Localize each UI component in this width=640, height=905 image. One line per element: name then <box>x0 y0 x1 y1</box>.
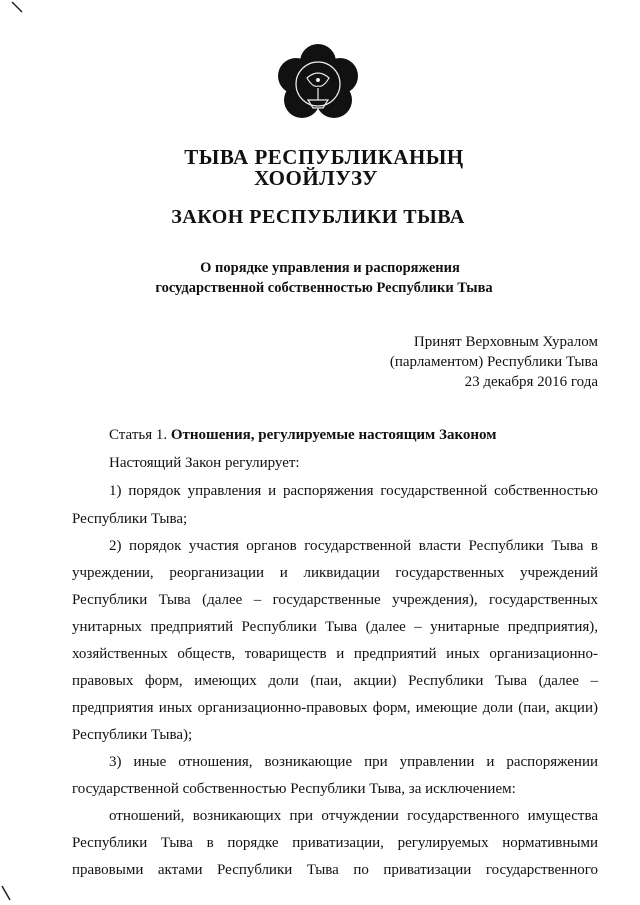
body-line: государственной собственностью Республики Тыва, за исключением: <box>72 781 516 797</box>
body-line: Республики Тыва; <box>72 511 188 527</box>
title-tuvan-line2: ХООЙЛУЗУ <box>254 166 378 190</box>
body-line: Республики Тыва в порядке приватизации, регулируемых нормативными <box>72 835 598 851</box>
subtitle-line2: государственной собственностью Республики Тыва <box>155 280 493 296</box>
body-line: унитарных предприятий Республики Тыва (далее – унитарные предприятия), <box>72 619 598 635</box>
body-line: предприятия иных организационно-правовых форм, имеющие доли (паи, акции) <box>72 700 598 716</box>
body-line: отношений, возникающих при отчуждении государственного имущества <box>109 808 598 824</box>
adopted-line2: (парламентом) Республики Тыва <box>389 354 598 370</box>
scan-mark-bottom <box>0 884 14 904</box>
article-heading <box>109 425 598 445</box>
adopted-date: 23 декабря 2016 года <box>464 374 598 390</box>
article-title: Отношения, регулируемые настоящим Законом <box>170 427 497 443</box>
body-line: правовых форм, имеющих доли (паи, акции) Республики Тыва (далее – <box>72 673 598 689</box>
body-line: 3) иные отношения, возникающие при управлении и распоряжении <box>109 754 598 770</box>
body-line: Республики Тыва (далее – государственные учреждения), государственных <box>72 592 598 608</box>
scan-mark <box>10 0 24 14</box>
article-number: Статья 1. <box>109 427 171 443</box>
subtitle-line1: О порядке управления и распоряжения <box>200 260 460 276</box>
body-line: правовыми актами Республики Тыва по приватизации государственного <box>72 862 598 878</box>
body-line: Республики Тыва); <box>72 727 193 743</box>
tuva-emblem-icon <box>273 40 363 130</box>
adopted-line1: Принят Верховным Хуралом <box>413 334 598 350</box>
body-line: 1) порядок управления и распоряжения государственной собственностью <box>109 483 598 499</box>
body-line: хозяйственных обществ, товариществ и предприятий иных организационно- <box>72 646 598 662</box>
body-line: учреждении, реорганизации и ликвидации государственных учреждений <box>72 565 598 581</box>
title-tuvan-line1: ТЫВА РЕСПУБЛИКАНЫҢ <box>184 145 464 169</box>
body-line: Настоящий Закон регулирует: <box>109 455 300 471</box>
body-line: 2) порядок участия органов государственной власти Республики Тыва в <box>109 538 598 554</box>
title-russian: ЗАКОН РЕСПУБЛИКИ ТЫВА <box>171 206 465 228</box>
